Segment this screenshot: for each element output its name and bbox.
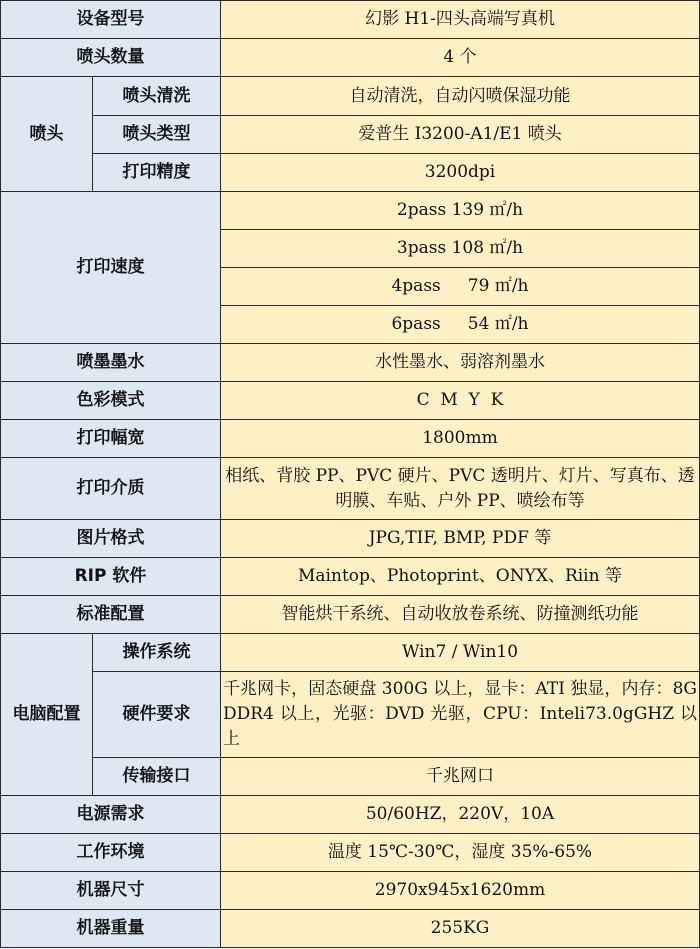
- value-rip: Maintop、Photoprint、ONYX、Riin 等: [221, 558, 700, 596]
- label-hardware: 硬件要求: [93, 672, 221, 758]
- label-model: 设备型号: [1, 1, 221, 39]
- value-hardware: [221, 672, 700, 758]
- label-interface: 传输接口: [93, 758, 221, 796]
- label-head-count: 喷头数量: [1, 39, 221, 77]
- row-head-cleaning: [1, 77, 700, 116]
- row-standard: [1, 596, 700, 634]
- value-head-count: 4 个: [221, 39, 700, 77]
- value-interface: 千兆网口: [221, 758, 700, 796]
- row-hardware: [1, 672, 700, 758]
- row-weight: [1, 910, 700, 948]
- value-head-type: 爱普生 I3200-A1/E1 喷头: [221, 116, 700, 154]
- label-media: 打印介质: [1, 458, 221, 520]
- value-speed-2pass: 2pass 139 ㎡/h: [221, 192, 700, 230]
- value-weight: 255KG: [221, 910, 700, 948]
- label-print-width: 打印幅宽: [1, 420, 221, 458]
- value-color-mode: C M Y K: [221, 382, 700, 420]
- row-print-width: [1, 420, 700, 458]
- value-standard: 智能烘干系统、自动收放卷系统、防撞测纸功能: [221, 596, 700, 634]
- value-speed-6pass: 6pass 54 ㎡/h: [221, 306, 700, 344]
- row-power: [1, 796, 700, 834]
- label-head-type: 喷头类型: [93, 116, 221, 154]
- row-head-type: [1, 116, 700, 154]
- label-head-group: 喷头: [1, 77, 93, 192]
- label-weight: 机器重量: [1, 910, 221, 948]
- row-model: [1, 1, 700, 39]
- label-computer-group: 电脑配置: [1, 634, 93, 796]
- row-size: [1, 872, 700, 910]
- value-speed-4pass: 4pass 79 ㎡/h: [221, 268, 700, 306]
- row-head-count: [1, 39, 700, 77]
- label-precision: 打印精度: [93, 154, 221, 192]
- label-rip: RIP 软件: [1, 558, 221, 596]
- value-media: 相纸、背胶 PP、PVC 硬片、PVC 透明片、灯片、写真布、透明膜、车贴、户外 PP、喷绘布等: [221, 458, 700, 520]
- row-os: [1, 634, 700, 672]
- row-color-mode: [1, 382, 700, 420]
- label-color-mode: 色彩模式: [1, 382, 221, 420]
- value-image-format: JPG,TIF, BMP, PDF 等: [221, 520, 700, 558]
- value-speed-3pass: 3pass 108 ㎡/h: [221, 230, 700, 268]
- row-interface: [1, 758, 700, 796]
- label-power: 电源需求: [1, 796, 221, 834]
- value-model: 幻影 H1-四头高端写真机: [221, 1, 700, 39]
- row-image-format: [1, 520, 700, 558]
- label-environment: 工作环境: [1, 834, 221, 872]
- label-head-cleaning: 喷头清洗: [93, 77, 221, 116]
- value-ink: 水性墨水、弱溶剂墨水: [221, 344, 700, 382]
- value-size: 2970x945x1620mm: [221, 872, 700, 910]
- value-precision: 3200dpi: [221, 154, 700, 192]
- label-size: 机器尺寸: [1, 872, 221, 910]
- value-os: Win7 / Win10: [221, 634, 700, 672]
- label-standard: 标准配置: [1, 596, 221, 634]
- value-print-width: 1800mm: [221, 420, 700, 458]
- row-ink: [1, 344, 700, 382]
- value-hardware-text: 千兆网卡，固态硬盘 300G 以上，显卡：ATI 独显，内存：8G DDR4 以上，光驱：DVD 光驱，CPU：Inteli73.0gGHZ 以上: [223, 679, 697, 749]
- row-rip: [1, 558, 700, 596]
- row-media: [1, 458, 700, 520]
- value-head-cleaning: 自动清洗，自动闪喷保湿功能: [221, 77, 700, 116]
- label-image-format: 图片格式: [1, 520, 221, 558]
- label-os: 操作系统: [93, 634, 221, 672]
- row-precision: [1, 154, 700, 192]
- row-speed-1: [1, 192, 700, 230]
- label-speed: 打印速度: [1, 192, 221, 344]
- label-ink: 喷墨墨水: [1, 344, 221, 382]
- row-environment: [1, 834, 700, 872]
- value-environment: 温度 15℃-30℃，湿度 35%-65%: [221, 834, 700, 872]
- value-power: 50/60HZ，220V，10A: [221, 796, 700, 834]
